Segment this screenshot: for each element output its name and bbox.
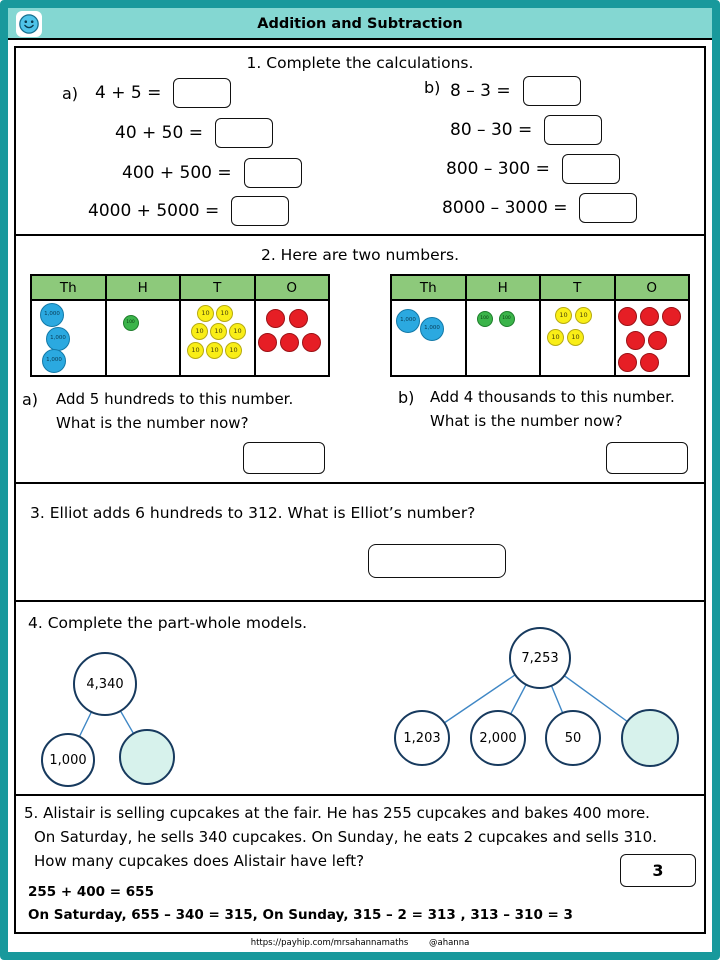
section-part-whole bbox=[16, 600, 704, 794]
answer-box-question-a[interactable] bbox=[243, 442, 325, 474]
equation-text: 800 – 300 = bbox=[446, 159, 550, 179]
pv-column-header: T bbox=[540, 275, 615, 300]
pv-column-header: H bbox=[106, 275, 181, 300]
equation-text: 4 + 5 = bbox=[95, 83, 162, 103]
worksheet-footer bbox=[8, 938, 712, 948]
equation-row bbox=[88, 196, 289, 226]
counter-thousands-icon: 1,000 bbox=[46, 327, 70, 351]
equation-answer-box[interactable] bbox=[215, 118, 273, 148]
equation-text: 8 – 3 = bbox=[450, 81, 511, 101]
section-calculations bbox=[16, 48, 704, 234]
part-whole-whole: 4,340 bbox=[73, 652, 137, 716]
counter-hundreds-icon: 100 bbox=[123, 315, 139, 331]
part-whole-part: 1,203 bbox=[394, 710, 450, 766]
counter-tens-icon: 10 bbox=[229, 323, 246, 340]
equation-answer-box[interactable] bbox=[231, 196, 289, 226]
counter-tens-icon: 10 bbox=[197, 305, 214, 322]
question-a-line2: What is the number now? bbox=[56, 414, 249, 432]
counter-ones-icon bbox=[640, 307, 659, 326]
part-whole-part: 1,000 bbox=[41, 733, 95, 787]
equation-text: 400 + 500 = bbox=[122, 163, 232, 183]
equation-text: 4000 + 5000 = bbox=[88, 201, 220, 221]
counter-ones-icon bbox=[280, 333, 299, 352]
equation-row bbox=[450, 115, 602, 145]
counter-thousands-icon: 1,000 bbox=[420, 317, 444, 341]
section1-title: 1. Complete the calculations. bbox=[246, 54, 474, 72]
question-a-line1: Add 5 hundreds to this number. bbox=[56, 390, 294, 408]
equation-answer-box[interactable] bbox=[173, 78, 231, 108]
equation-row bbox=[450, 76, 581, 106]
counter-ones-icon bbox=[640, 353, 659, 372]
counter-tens-icon: 10 bbox=[187, 342, 204, 359]
pv-cell-t bbox=[180, 300, 255, 376]
counter-tens-icon: 10 bbox=[567, 329, 584, 346]
part-whole-part: 50 bbox=[545, 710, 601, 766]
equation-answer-box[interactable] bbox=[523, 76, 581, 106]
equation-row bbox=[442, 193, 637, 223]
page-title: Addition and Subtraction bbox=[257, 16, 463, 32]
part-whole-missing-part[interactable] bbox=[119, 729, 175, 785]
working-line2: On Saturday, 655 – 340 = 315, On Sunday, 315 – 2 = 313 , 313 – 310 = 3 bbox=[28, 907, 573, 923]
pv-cell-th bbox=[31, 300, 106, 376]
equation-row bbox=[446, 154, 620, 184]
question-a-label: a) bbox=[22, 390, 39, 409]
counter-ones-icon bbox=[258, 333, 277, 352]
pv-cell-t bbox=[540, 300, 615, 376]
place-value-table-1 bbox=[30, 274, 330, 377]
problem-line3: How many cupcakes does Alistair have left? bbox=[34, 852, 365, 870]
answer-box-cupcakes[interactable]: 3 bbox=[620, 854, 696, 887]
counter-thousands-icon: 1,000 bbox=[396, 309, 420, 333]
place-value-table-2 bbox=[390, 274, 690, 377]
part-a-label: a) bbox=[62, 84, 79, 103]
equation-row bbox=[115, 118, 273, 148]
problem-line1: 5. Alistair is selling cupcakes at the fair. He has 255 cupcakes and bakes 400 more. bbox=[24, 804, 650, 822]
counter-ones-icon bbox=[626, 331, 645, 350]
part-b-label: b) bbox=[424, 78, 441, 97]
counter-hundreds-icon: 100 bbox=[477, 311, 493, 327]
counter-ones-icon bbox=[618, 353, 637, 372]
counter-hundreds-icon: 100 bbox=[499, 311, 515, 327]
pv-column-header: H bbox=[466, 275, 541, 300]
counter-tens-icon: 10 bbox=[547, 329, 564, 346]
equation-text: 8000 – 3000 = bbox=[442, 198, 568, 218]
section-elliot bbox=[16, 482, 704, 600]
pv-cell-o bbox=[615, 300, 690, 376]
section4-title: 4. Complete the part-whole models. bbox=[28, 614, 308, 632]
pv-column-header: Th bbox=[391, 275, 466, 300]
counter-ones-icon bbox=[662, 307, 681, 326]
part-whole-whole: 7,253 bbox=[509, 627, 571, 689]
equation-answer-box[interactable] bbox=[244, 158, 302, 188]
counter-tens-icon: 10 bbox=[210, 323, 227, 340]
equation-row bbox=[95, 78, 231, 108]
counter-tens-icon: 10 bbox=[191, 323, 208, 340]
equation-text: 80 – 30 = bbox=[450, 120, 533, 140]
counter-tens-icon: 10 bbox=[575, 307, 592, 324]
pv-column-header: O bbox=[255, 275, 330, 300]
question-b-label: b) bbox=[398, 388, 415, 407]
part-whole-missing-part[interactable] bbox=[621, 709, 679, 767]
pv-column-header: T bbox=[180, 275, 255, 300]
section-word-problem bbox=[16, 794, 704, 932]
equation-answer-box[interactable] bbox=[579, 193, 637, 223]
pv-cell-o bbox=[255, 300, 330, 376]
counter-tens-icon: 10 bbox=[206, 342, 223, 359]
pv-cell-h bbox=[466, 300, 541, 376]
question-b-line1: Add 4 thousands to this number. bbox=[430, 388, 675, 406]
answer-box-question-b[interactable] bbox=[606, 442, 688, 474]
section2-title: 2. Here are two numbers. bbox=[260, 246, 460, 264]
equation-answer-box[interactable] bbox=[544, 115, 602, 145]
counter-tens-icon: 10 bbox=[225, 342, 242, 359]
worksheet-body bbox=[14, 46, 706, 934]
answer-box-elliot[interactable] bbox=[368, 544, 506, 578]
counter-ones-icon bbox=[648, 331, 667, 350]
counter-thousands-icon: 1,000 bbox=[42, 349, 66, 373]
counter-ones-icon bbox=[289, 309, 308, 328]
counter-tens-icon: 10 bbox=[216, 305, 233, 322]
counter-tens-icon: 10 bbox=[555, 307, 572, 324]
counter-ones-icon bbox=[266, 309, 285, 328]
section-place-value bbox=[16, 234, 704, 482]
equation-text: 40 + 50 = bbox=[115, 123, 203, 143]
pv-cell-th bbox=[391, 300, 466, 376]
counter-thousands-icon: 1,000 bbox=[40, 303, 64, 327]
equation-row bbox=[122, 158, 302, 188]
equation-answer-box[interactable] bbox=[562, 154, 620, 184]
pv-cell-h bbox=[106, 300, 181, 376]
section3-question: 3. Elliot adds 6 hundreds to 312. What is Elliot’s number? bbox=[30, 504, 476, 522]
pv-column-header: O bbox=[615, 275, 690, 300]
counter-ones-icon bbox=[302, 333, 321, 352]
problem-line2: On Saturday, he sells 340 cupcakes. On Sunday, he eats 2 cupcakes and sells 310. bbox=[34, 828, 657, 846]
pv-column-header: Th bbox=[31, 275, 106, 300]
footer-url: https://payhip.com/mrsahannamaths bbox=[250, 938, 409, 948]
question-b-line2: What is the number now? bbox=[430, 412, 623, 430]
part-whole-part: 2,000 bbox=[470, 710, 526, 766]
working-line1: 255 + 400 = 655 bbox=[28, 884, 154, 900]
counter-ones-icon bbox=[618, 307, 637, 326]
worksheet-header bbox=[8, 8, 712, 40]
footer-handle: @ahanna bbox=[429, 938, 470, 948]
